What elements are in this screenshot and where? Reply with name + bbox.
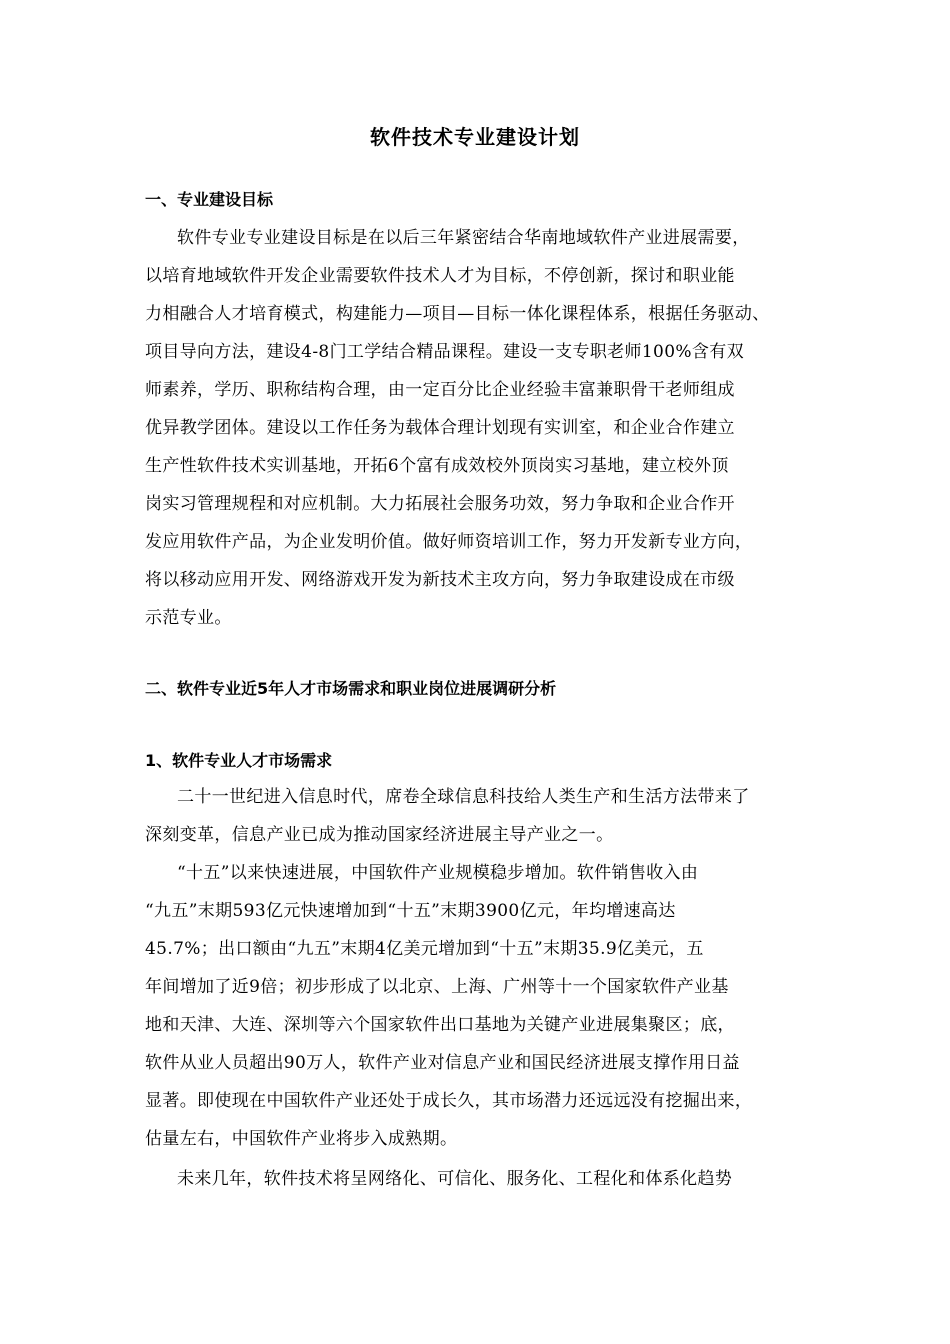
paragraph-line: 项目导向方法，建设4-8门工学结合精品课程。建设一支专职老师100%含有双 [145,342,744,362]
paragraph-line: 师素养，学历、职称结构合理，由一定百分比企业经验丰富兼职骨干老师组成 [145,380,735,400]
paragraph-line: 岗实习管理规程和对应机制。大力拓展社会服务功效，努力争取和企业合作开 [145,494,735,514]
paragraph-line: 年间增加了近9倍；初步形成了以北京、上海、广州等十一个国家软件产业基 [145,977,729,997]
paragraph-line: 示范专业。 [145,608,232,628]
paragraph-line: 估量左右，中国软件产业将步入成熟期。 [145,1129,458,1149]
paragraph-line: 地和天津、大连、深圳等六个国家软件出口基地为关键产业进展集聚区；底， [145,1015,735,1035]
paragraph-line: 显著。即使现在中国软件产业还处于成长久，其市场潜力还远远没有挖掘出来， [145,1091,753,1111]
paragraph-line: 45.7%；出口额由“九五”末期4亿美元增加到“十五”末期35.9亿美元，五 [145,939,704,959]
paragraph-line: 软件专业专业建设目标是在以后三年紧密结合华南地域软件产业进展需要， [177,228,750,248]
subsection-heading-talent-demand: 1、软件专业人才市场需求 [145,751,333,770]
paragraph-line: 以培育地域软件开发企业需要软件技术人才为目标，不停创新，探讨和职业能 [145,266,735,286]
section-heading-market-analysis: 二、软件专业近5年人才市场需求和职业岗位进展调研分析 [145,679,557,698]
paragraph-line: 二十一世纪进入信息时代，席卷全球信息科技给人类生产和生活方法带来了 [177,787,750,807]
paragraph-line: “十五”以来快速进展，中国软件产业规模稳步增加。软件销售收入由 [177,863,699,883]
paragraph-line: 力相融合人才培育模式，构建能力—项目—目标一体化课程体系，根据任务驱动、 [145,304,770,324]
paragraph-line: 未来几年，软件技术将呈网络化、可信化、服务化、工程化和体系化趋势 [177,1169,733,1189]
paragraph-line: 发应用软件产品，为企业发明价值。做好师资培训工作，努力开发新专业方向， [145,532,753,552]
paragraph-line: 优异教学团体。建设以工作任务为载体合理计划现有实训室，和企业合作建立 [145,418,735,438]
paragraph-line: 软件从业人员超出90万人，软件产业对信息产业和国民经济进展支撑作用日益 [145,1053,740,1073]
paragraph-line: 深刻变革，信息产业已成为推动国家经济进展主导产业之一。 [145,825,614,845]
paragraph-line: “九五”末期593亿元快速增加到“十五”末期3900亿元，年均增速高达 [145,901,676,921]
paragraph-line: 将以移动应用开发、网络游戏开发为新技术主攻方向，努力争取建设成在市级 [145,570,735,590]
paragraph-line: 生产性软件技术实训基地，开拓6个富有成效校外顶岗实习基地，建立校外顶 [145,456,729,476]
section-heading-goals: 一、专业建设目标 [145,190,274,209]
document-title: 软件技术专业建设计划 [370,125,580,149]
